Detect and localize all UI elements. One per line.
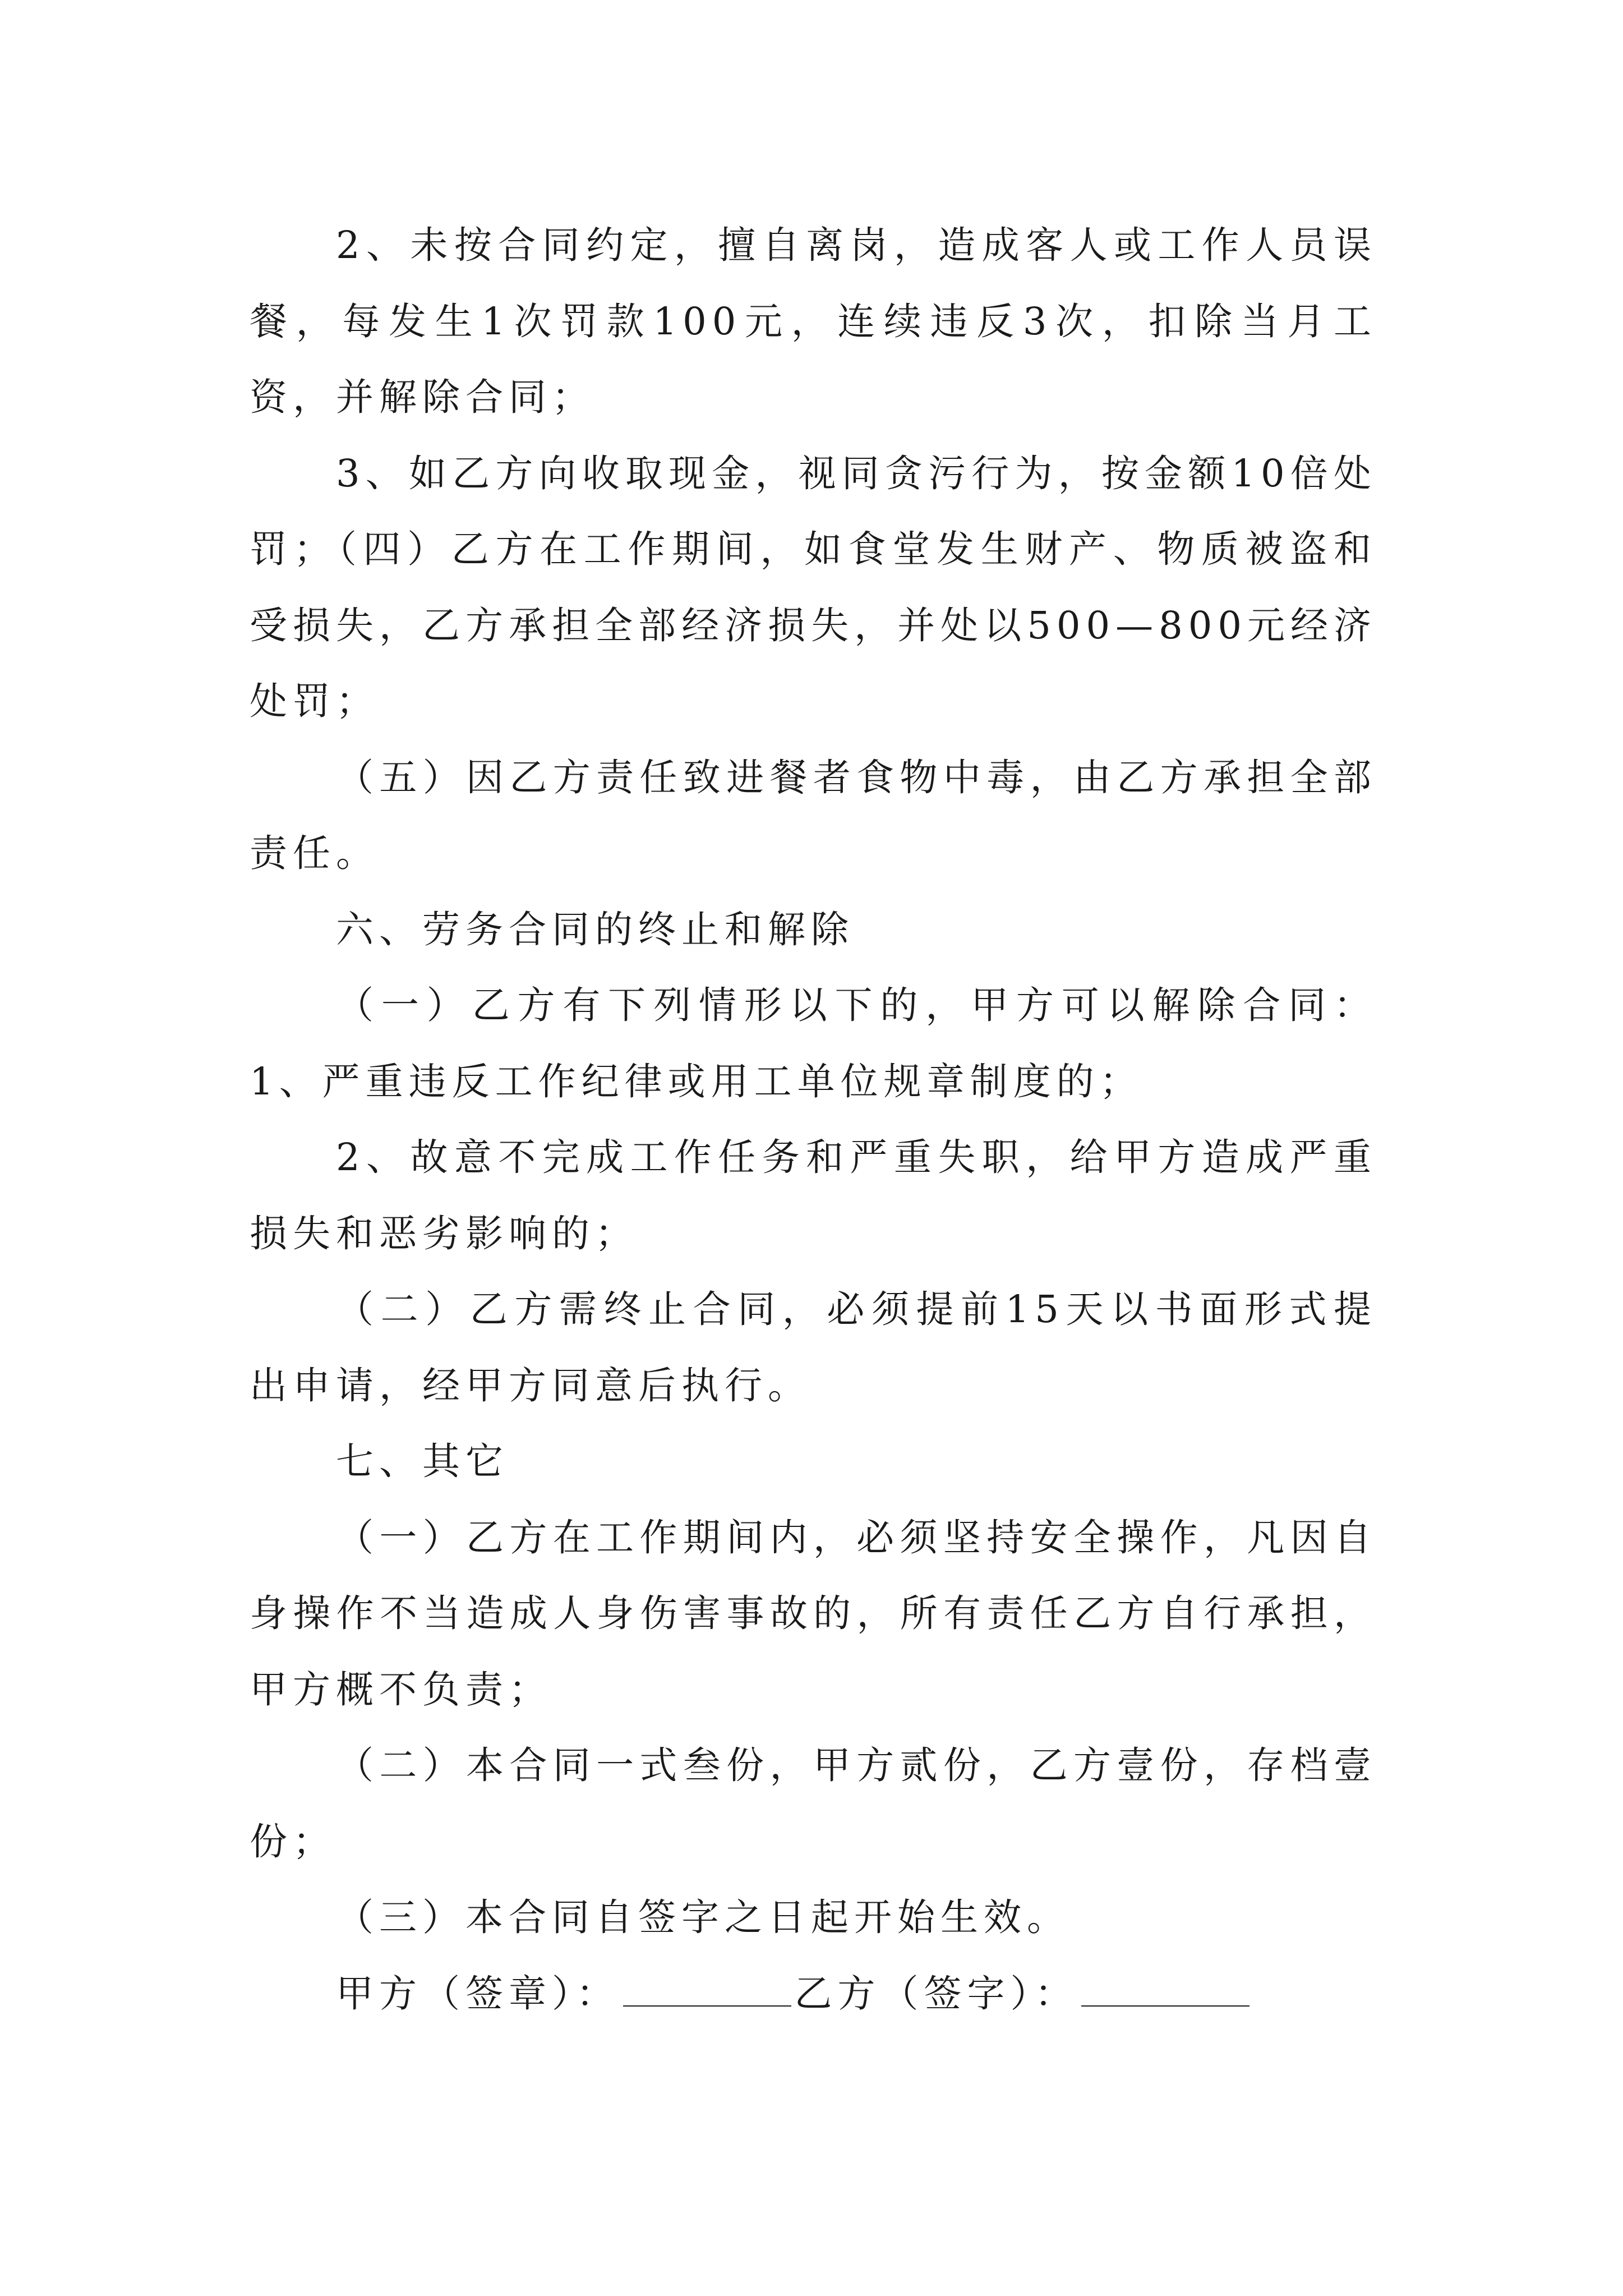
section-7-clause-1: （一）乙方在工作期间内，必须坚持安全操作，凡因自身操作不当造成人身伤害事故的，所有责任乙方自行承担，甲方概不负责； (250, 1515, 1377, 1711)
section-6-clause-1: （一）乙方有下列情形以下的，甲方可以解除合同：1、严重违反工作纪律或用工单位规章制度的； (250, 983, 1377, 1103)
clause-3-cash-penalty: 3、如乙方向收取现金，视同贪污行为，按金额10倍处罚；（四）乙方在工作期间，如食堂发生财产、物质被盗和受损失，乙方承担全部经济损失，并处以500—800元经济处罚； (250, 451, 1377, 723)
party-a-signature-label: 甲方（签章）： (336, 1971, 620, 2016)
section-6-heading: 六、劳务合同的终止和解除 (336, 907, 854, 951)
party-a-signature-blank (623, 1972, 791, 2007)
party-b-signature-blank (1081, 1972, 1249, 2007)
section-7-heading: 七、其它 (336, 1439, 509, 1483)
section-7-clause-3: （三）本合同自签字之日起开始生效。 (336, 1895, 1070, 1939)
contract-body (250, 208, 1377, 2032)
clause-5-food-poisoning: （五）因乙方责任致进餐者食物中毒，由乙方承担全部责任。 (250, 755, 1377, 875)
party-b-signature-label: 乙方（签字）： (794, 1971, 1078, 2016)
clause-2-leave-post: 2、未按合同约定，擅自离岗，造成客人或工作人员误餐，每发生1次罚款100元，连续违反3次，扣除当月工资，并解除合同； (250, 223, 1377, 419)
section-6-clause-2: 2、故意不完成工作任务和严重失职，给甲方造成严重损失和恶劣影响的； (250, 1135, 1377, 1255)
section-6-clause-termination: （二）乙方需终止合同，必须提前15天以书面形式提出申请，经甲方同意后执行。 (250, 1287, 1377, 1407)
signature-line (250, 1956, 1377, 2032)
section-7-clause-2: （二）本合同一式叁份，甲方贰份，乙方壹份，存档壹份； (250, 1743, 1377, 1864)
